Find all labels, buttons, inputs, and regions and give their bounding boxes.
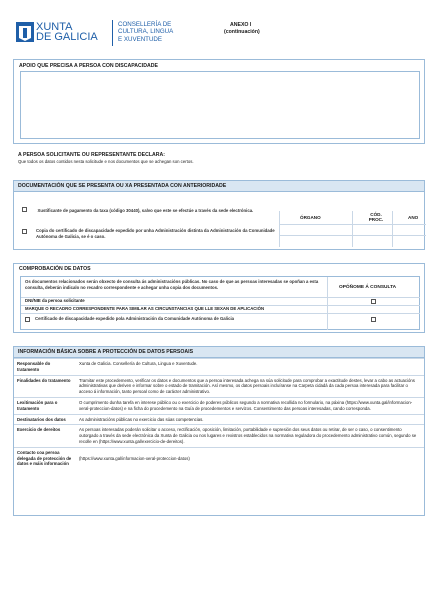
dni-label: DNI/NIE da persoa solicitante [25, 298, 85, 303]
row-text: As persoas interesadas poderán solicitar o acceso, rectificación, oposición, limitación, portabilidade e supresión dos seus datos ou retirar, de ser o caso, o consentimento outorgado a través da sede electrónica da Xunta de Galicia ou nos lugares e rexistros establecidos na normativa reguladora do procedemento administrativo común, segundo se recolle en (https://www.xunta.gal/exercicio-de-dereitos). [76, 425, 424, 447]
support-textarea[interactable] [20, 71, 420, 139]
logo-text [36, 22, 98, 42]
col-divider-2 [392, 211, 393, 247]
row-text: (https://www.xunta.gal/informacion-xeral-proteccion-datos) [76, 447, 424, 469]
logo-line1: XUNTA [36, 21, 73, 33]
row-label: Finalidades do tratamento [14, 375, 76, 397]
table-row [14, 414, 424, 425]
certificate-copy-label: Copia do certificado de discapacidade expedido por unha Administración distinta da Administración da Comunidade Autónoma de Galicia, se é o caso. [36, 228, 275, 239]
col-organ: ÓRGANO [300, 215, 321, 220]
support-section [13, 59, 425, 144]
dni-oppose-checkbox[interactable] [371, 299, 376, 304]
support-title: APOIO QUE PRECISA A PERSOA CON DISCAPACIDADE [19, 63, 158, 69]
row-label: Contacto coa persoa delegada de protección de datos e máis información [14, 447, 76, 469]
xunta-logo-icon [14, 20, 36, 44]
department-name [118, 21, 173, 43]
oppose-divider [327, 277, 328, 330]
dept-line2: CULTURA, LINGUA [118, 28, 174, 36]
doc-table [279, 211, 425, 247]
certificate-label: Certificado de discapacidade expedido pola Administración da Comunidade Autónoma de Galicia [35, 316, 235, 321]
declaration-section [13, 152, 425, 170]
verification-title: COMPROBACIÓN DE DATOS [19, 266, 91, 272]
fee-label: Xustificante de pagamento da taxa (código 30440), salvo que este se efectúe a través da sede electrónica. [37, 208, 254, 213]
verification-table [20, 276, 420, 330]
certificate-oppose-checkbox[interactable] [371, 317, 376, 322]
col-year: ANO [408, 215, 419, 220]
row-text: Xunta de Galicia. Consellería de Cultura, Lingua e Xuventude. [76, 359, 424, 376]
dept-line1: CONSELLERÍA DE [118, 21, 172, 28]
protection-section [13, 346, 425, 516]
doc-item-certificate [22, 228, 277, 239]
certificate-copy-checkbox[interactable] [22, 229, 27, 234]
table-row [14, 397, 424, 414]
table-row [14, 375, 424, 397]
row-text: Tramitar este procedemento, verificar os datos e documentos que a persoa interesada achega na súa solicitude para comprobar a exactitude destes, levar a cabo as actuacións administrativas que deriven e informar sobre o estado de tramitación. Así mesmo, os datos persoais incluíranse na Carpeta cidadá da cada persoa interesada para facilitar o acceso á información, tanto persoal como de carácter administrativo. [76, 375, 424, 397]
annex-continuation: (continuación) [224, 29, 260, 35]
table-row [14, 425, 424, 447]
row-label: Lexitimación para o tratamento [14, 397, 76, 414]
logo-line2: DE GALICIA [36, 31, 98, 43]
oppose-header: OPÓÑOME Á CONSULTA [339, 285, 397, 290]
row-divider-1 [280, 224, 426, 225]
documentation-section [13, 180, 425, 250]
declaration-title: A PERSOA SOLICITANTE OU REPRESENTANTE DECLARA: [18, 152, 165, 158]
logo-divider [112, 20, 113, 46]
protection-title: INFORMACIÓN BÁSICA SOBRE A PROTECCIÓN DE DATOS PERSOAIS [14, 347, 424, 358]
protection-table [14, 358, 424, 469]
dept-line3: E XUVENTUDE [118, 35, 163, 43]
fee-checkbox[interactable] [22, 207, 27, 212]
header [14, 18, 424, 52]
mark-label: MARQUE O RECADRO CORRESPONDENTE PARA SIMILAR AS CIRCUNSTANCIAS QUE LLE SEXAN DE APLICACIÓN [25, 306, 265, 311]
verification-intro: Os documentos relacionados serán obxecto de consulta ás administracións públicas. No caso de que as persoas interesadas se opoñan a esta consulta, deberán indicalo no recadro correspondente e achegar unha copia dos documentos. [25, 279, 319, 290]
declaration-text: Que todos os datos contidos nesta solicitude e nos documentos que se achegan son certos. [18, 159, 194, 164]
table-row [14, 447, 424, 469]
col-divider-1 [352, 211, 353, 247]
table-row [14, 359, 424, 376]
row-label: Responsable do tratamento [14, 359, 76, 376]
row-label: Exercicio de dereitos [14, 425, 76, 447]
row-label: Destinatarios dos datos [14, 414, 76, 425]
verification-section [13, 263, 425, 333]
col-code: CÓD. PROC. [368, 212, 384, 222]
row-text: O cumprimento dunha tarefa en interese público ou o exercicio de poderes públicos segundo a normativa recollida no formulario, na páxina (https://www.xunta.gal/informacion-xeral-proteccion-datos) e na ficha do procedemento na Guía de procedementos e servizos. Consentimento das persoas interesadas, cando corresponda. [76, 397, 424, 414]
row-text: As administracións públicas no exercicio das súas competencias. [76, 414, 424, 425]
certificate-checkbox[interactable] [25, 317, 30, 322]
row-line-c [21, 313, 420, 314]
row-divider-2 [280, 235, 426, 236]
documentation-title: DOCUMENTACIÓN QUE SE PRESENTA OU XA PRESENTADA CON ANTERIORIDADE [14, 181, 424, 192]
annex-title: ANEXO I [230, 22, 252, 28]
